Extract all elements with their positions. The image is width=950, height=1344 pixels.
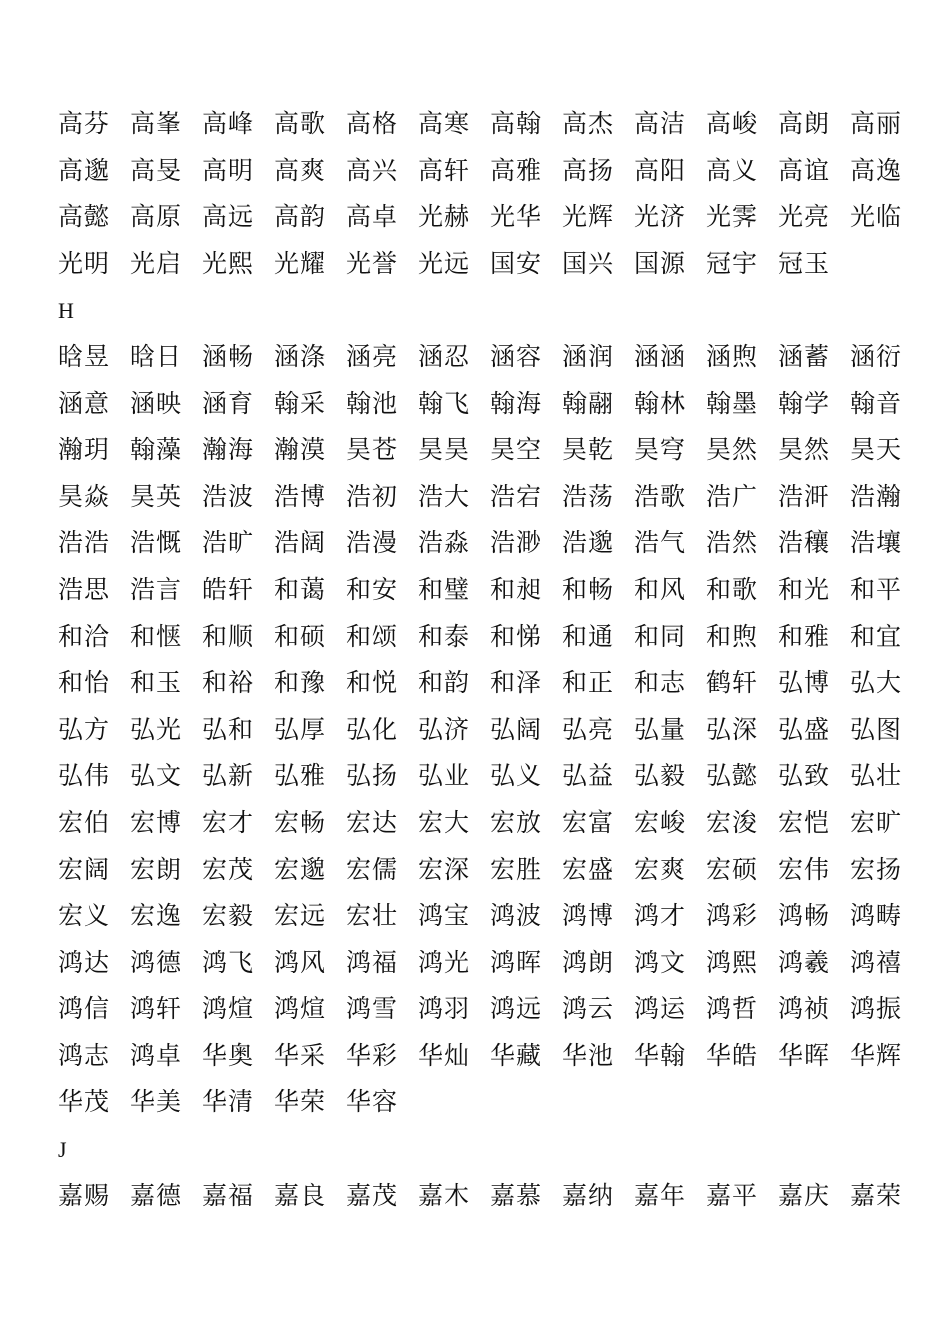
name-entry: 高义 bbox=[706, 155, 759, 185]
name-entry: 晗日 bbox=[130, 341, 183, 371]
name-row bbox=[58, 707, 938, 754]
name-entry: 宏阔 bbox=[58, 854, 111, 884]
name-row bbox=[58, 847, 938, 894]
name-entry: 鸿晖 bbox=[490, 947, 543, 977]
name-entry: 浩阔 bbox=[274, 528, 327, 558]
name-entry: 鸿祯 bbox=[778, 994, 831, 1024]
name-entry: 嘉荣 bbox=[850, 1180, 903, 1210]
name-row bbox=[58, 567, 938, 614]
name-entry: 高明 bbox=[202, 155, 255, 185]
name-entry: 鸿彩 bbox=[706, 901, 759, 931]
name-entry: 宏放 bbox=[490, 807, 543, 837]
name-entry: 弘壮 bbox=[850, 761, 903, 791]
section-letter: J bbox=[58, 1137, 67, 1163]
name-entry: 高兴 bbox=[346, 155, 399, 185]
name-entry: 翰林 bbox=[634, 388, 687, 418]
name-entry: 鸿志 bbox=[58, 1040, 111, 1070]
name-entry: 弘化 bbox=[346, 714, 399, 744]
name-entry: 宏恺 bbox=[778, 807, 831, 837]
name-entry: 宏峻 bbox=[634, 807, 687, 837]
name-entry: 光霁 bbox=[706, 202, 759, 232]
name-entry: 宏伯 bbox=[58, 807, 111, 837]
name-entry: 浩歌 bbox=[634, 481, 687, 511]
name-entry: 和硕 bbox=[274, 621, 327, 651]
name-row bbox=[58, 660, 938, 707]
name-entry: 鸿煊 bbox=[202, 994, 255, 1024]
name-entry: 冠宇 bbox=[706, 248, 759, 278]
name-entry: 浩然 bbox=[706, 528, 759, 558]
name-row bbox=[58, 1033, 938, 1080]
name-entry: 弘益 bbox=[562, 761, 615, 791]
name-entry: 鸿远 bbox=[490, 994, 543, 1024]
name-entry: 高峰 bbox=[202, 109, 255, 138]
name-entry: 鸿卓 bbox=[130, 1040, 183, 1070]
name-entry: 宏茂 bbox=[202, 854, 255, 884]
name-entry: 高寒 bbox=[418, 109, 471, 138]
name-entry: 高远 bbox=[202, 202, 255, 232]
name-entry: 高懿 bbox=[58, 202, 111, 232]
name-entry: 冠玉 bbox=[778, 248, 831, 278]
name-entry: 宏才 bbox=[202, 807, 255, 837]
name-entry: 鸿哲 bbox=[706, 994, 759, 1024]
name-entry: 高峯 bbox=[130, 109, 183, 138]
name-entry: 宏儒 bbox=[346, 854, 399, 884]
name-entry: 鸿羲 bbox=[778, 947, 831, 977]
name-entry: 高翰 bbox=[490, 109, 543, 138]
name-entry: 鸿文 bbox=[634, 947, 687, 977]
name-entry: 和畅 bbox=[562, 574, 615, 604]
name-entry: 昊焱 bbox=[58, 481, 111, 511]
name-entry: 涵涵 bbox=[634, 341, 687, 371]
name-entry: 鸿波 bbox=[490, 901, 543, 931]
name-row bbox=[58, 381, 938, 428]
name-entry: 鸿才 bbox=[634, 901, 687, 931]
name-entry: 光辉 bbox=[562, 202, 615, 232]
name-entry: 和光 bbox=[778, 574, 831, 604]
name-entry: 鸿羽 bbox=[418, 994, 471, 1024]
name-entry: 华美 bbox=[130, 1087, 183, 1117]
name-entry: 浩渺 bbox=[490, 528, 543, 558]
name-entry: 和志 bbox=[634, 668, 687, 698]
name-entry: 昊然 bbox=[778, 435, 831, 465]
name-entry: 鸿振 bbox=[850, 994, 903, 1024]
name-entry: 弘致 bbox=[778, 761, 831, 791]
name-entry: 涵意 bbox=[58, 388, 111, 418]
name-entry: 鸿德 bbox=[130, 947, 183, 977]
name-entry: 华荣 bbox=[274, 1087, 327, 1117]
name-entry: 昊然 bbox=[706, 435, 759, 465]
name-entry: 宏邈 bbox=[274, 854, 327, 884]
name-entry: 嘉赐 bbox=[58, 1180, 111, 1210]
name-row bbox=[58, 1173, 938, 1220]
name-entry: 浩博 bbox=[274, 481, 327, 511]
name-entry: 翰藻 bbox=[130, 435, 183, 465]
name-entry: 弘文 bbox=[130, 761, 183, 791]
name-entry: 鸿风 bbox=[274, 947, 327, 977]
name-entry: 昊乾 bbox=[562, 435, 615, 465]
name-row bbox=[58, 427, 938, 474]
name-entry: 宏逸 bbox=[130, 901, 183, 931]
name-entry: 宏富 bbox=[562, 807, 615, 837]
name-entry: 涵煦 bbox=[706, 341, 759, 371]
name-entry: 和蔼 bbox=[274, 574, 327, 604]
name-entry: 浩浩 bbox=[58, 528, 111, 558]
name-entry: 弘伟 bbox=[58, 761, 111, 791]
name-entry: 浩初 bbox=[346, 481, 399, 511]
name-entry: 涵忍 bbox=[418, 341, 471, 371]
name-entry: 昊英 bbox=[130, 481, 183, 511]
name-entry: 弘和 bbox=[202, 714, 255, 744]
name-entry: 华晖 bbox=[778, 1040, 831, 1070]
section-letter-heading bbox=[58, 1126, 938, 1173]
name-entry: 浩波 bbox=[202, 481, 255, 511]
name-entry: 国源 bbox=[634, 248, 687, 278]
name-entry: 翰采 bbox=[274, 388, 327, 418]
name-entry: 高爽 bbox=[274, 155, 327, 185]
name-entry: 涵映 bbox=[130, 388, 183, 418]
name-entry: 和豫 bbox=[274, 668, 327, 698]
name-entry: 华翰 bbox=[634, 1040, 687, 1070]
name-entry: 宏伟 bbox=[778, 854, 831, 884]
name-entry: 和颂 bbox=[346, 621, 399, 651]
name-entry: 高扬 bbox=[562, 155, 615, 185]
name-entry: 和安 bbox=[346, 574, 399, 604]
name-entry: 昊天 bbox=[850, 435, 903, 465]
name-entry: 高轩 bbox=[418, 155, 471, 185]
name-entry: 鸿光 bbox=[418, 947, 471, 977]
name-entry: 鸿熙 bbox=[706, 947, 759, 977]
name-entry: 宏深 bbox=[418, 854, 471, 884]
name-entry: 华灿 bbox=[418, 1040, 471, 1070]
name-entry: 华清 bbox=[202, 1087, 255, 1117]
name-entry: 华奥 bbox=[202, 1040, 255, 1070]
name-entry: 嘉纳 bbox=[562, 1180, 615, 1210]
name-entry: 鸿畅 bbox=[778, 901, 831, 931]
name-row bbox=[58, 893, 938, 940]
name-entry: 弘雅 bbox=[274, 761, 327, 791]
name-entry: 高雅 bbox=[490, 155, 543, 185]
name-entry: 浩思 bbox=[58, 574, 111, 604]
name-entry: 高阳 bbox=[634, 155, 687, 185]
name-entry: 鸿煊 bbox=[274, 994, 327, 1024]
name-entry: 宏朗 bbox=[130, 854, 183, 884]
name-entry: 国兴 bbox=[562, 248, 615, 278]
name-entry: 嘉平 bbox=[706, 1180, 759, 1210]
name-entry: 涵亮 bbox=[346, 341, 399, 371]
name-row bbox=[58, 614, 938, 661]
name-entry: 和洽 bbox=[58, 621, 111, 651]
name-entry: 和雅 bbox=[778, 621, 831, 651]
name-entry: 华池 bbox=[562, 1040, 615, 1070]
name-entry: 弘济 bbox=[418, 714, 471, 744]
name-entry: 鸿云 bbox=[562, 994, 615, 1024]
name-entry: 鸿达 bbox=[58, 947, 111, 977]
name-entry: 鸿飞 bbox=[202, 947, 255, 977]
name-entry: 昊穹 bbox=[634, 435, 687, 465]
name-entry: 瀚漠 bbox=[274, 435, 327, 465]
name-row bbox=[58, 334, 938, 381]
name-entry: 弘业 bbox=[418, 761, 471, 791]
name-entry: 嘉德 bbox=[130, 1180, 183, 1210]
name-entry: 华辉 bbox=[850, 1040, 903, 1070]
name-row bbox=[58, 241, 938, 288]
name-row bbox=[58, 800, 938, 847]
name-entry: 光华 bbox=[490, 202, 543, 232]
name-entry: 鸿轩 bbox=[130, 994, 183, 1024]
name-entry: 弘毅 bbox=[634, 761, 687, 791]
name-entry: 宏达 bbox=[346, 807, 399, 837]
name-row bbox=[58, 1079, 938, 1126]
name-entry: 高洁 bbox=[634, 109, 687, 138]
name-entry: 高谊 bbox=[778, 155, 831, 185]
name-entry: 翰翮 bbox=[562, 388, 615, 418]
name-entry: 嘉良 bbox=[274, 1180, 327, 1210]
name-entry: 宏远 bbox=[274, 901, 327, 931]
name-entry: 宏旷 bbox=[850, 807, 903, 837]
name-row bbox=[58, 474, 938, 521]
name-entry: 弘方 bbox=[58, 714, 111, 744]
name-entry: 鸿朗 bbox=[562, 947, 615, 977]
section-letter-heading bbox=[58, 287, 938, 334]
name-entry: 高旻 bbox=[130, 155, 183, 185]
name-entry: 浩瀚 bbox=[850, 481, 903, 511]
name-row bbox=[58, 753, 938, 800]
name-entry: 鸿宝 bbox=[418, 901, 471, 931]
name-entry: 光济 bbox=[634, 202, 687, 232]
name-entry: 和璧 bbox=[418, 574, 471, 604]
name-entry: 弘深 bbox=[706, 714, 759, 744]
name-entry: 鸿信 bbox=[58, 994, 111, 1024]
name-entry: 鸿运 bbox=[634, 994, 687, 1024]
name-entry: 高歌 bbox=[274, 109, 327, 138]
name-entry: 和悌 bbox=[490, 621, 543, 651]
name-row bbox=[58, 101, 938, 148]
name-entry: 浩大 bbox=[418, 481, 471, 511]
name-entry: 和同 bbox=[634, 621, 687, 651]
name-entry: 光赫 bbox=[418, 202, 471, 232]
name-entry: 和泰 bbox=[418, 621, 471, 651]
name-entry: 和玉 bbox=[130, 668, 183, 698]
name-entry: 高卓 bbox=[346, 202, 399, 232]
name-entry: 高原 bbox=[130, 202, 183, 232]
name-entry: 弘亮 bbox=[562, 714, 615, 744]
name-entry: 高朗 bbox=[778, 109, 831, 138]
name-entry: 宏胜 bbox=[490, 854, 543, 884]
name-entry: 嘉年 bbox=[634, 1180, 687, 1210]
name-entry: 高邈 bbox=[58, 155, 111, 185]
name-entry: 光耀 bbox=[274, 248, 327, 278]
section-letter: H bbox=[58, 298, 74, 324]
name-entry: 瀚海 bbox=[202, 435, 255, 465]
name-entry: 和悦 bbox=[346, 668, 399, 698]
name-entry: 和顺 bbox=[202, 621, 255, 651]
name-entry: 嘉慕 bbox=[490, 1180, 543, 1210]
name-entry: 和正 bbox=[562, 668, 615, 698]
name-entry: 宏博 bbox=[130, 807, 183, 837]
name-entry: 宏浚 bbox=[706, 807, 759, 837]
name-entry: 鸿雪 bbox=[346, 994, 399, 1024]
name-entry: 浩慨 bbox=[130, 528, 183, 558]
name-entry: 涵蓄 bbox=[778, 341, 831, 371]
name-entry: 浩宕 bbox=[490, 481, 543, 511]
name-entry: 和昶 bbox=[490, 574, 543, 604]
name-entry: 翰学 bbox=[778, 388, 831, 418]
name-entry: 宏大 bbox=[418, 807, 471, 837]
name-entry: 涵润 bbox=[562, 341, 615, 371]
name-entry: 鸿博 bbox=[562, 901, 615, 931]
name-entry: 浩邈 bbox=[562, 528, 615, 558]
name-entry: 鸿禧 bbox=[850, 947, 903, 977]
name-entry: 弘大 bbox=[850, 668, 903, 698]
name-entry: 嘉福 bbox=[202, 1180, 255, 1210]
name-row bbox=[58, 520, 938, 567]
name-entry: 华容 bbox=[346, 1087, 399, 1117]
name-entry: 国安 bbox=[490, 248, 543, 278]
name-row bbox=[58, 194, 938, 241]
name-entry: 高格 bbox=[346, 109, 399, 138]
name-entry: 华彩 bbox=[346, 1040, 399, 1070]
name-entry: 光熙 bbox=[202, 248, 255, 278]
name-entry: 和惬 bbox=[130, 621, 183, 651]
name-entry: 弘厚 bbox=[274, 714, 327, 744]
name-entry: 弘阔 bbox=[490, 714, 543, 744]
name-entry: 光誉 bbox=[346, 248, 399, 278]
name-entry: 涵容 bbox=[490, 341, 543, 371]
name-entry: 和韵 bbox=[418, 668, 471, 698]
name-entry: 鸿畴 bbox=[850, 901, 903, 931]
name-entry: 瀚玥 bbox=[58, 435, 111, 465]
name-entry: 华采 bbox=[274, 1040, 327, 1070]
name-entry: 弘光 bbox=[130, 714, 183, 744]
name-entry: 浩淼 bbox=[418, 528, 471, 558]
name-row bbox=[58, 148, 938, 195]
name-entry: 嘉茂 bbox=[346, 1180, 399, 1210]
name-entry: 浩穰 bbox=[778, 528, 831, 558]
name-entry: 弘量 bbox=[634, 714, 687, 744]
name-entry: 光启 bbox=[130, 248, 183, 278]
name-entry: 浩言 bbox=[130, 574, 183, 604]
name-entry: 宏硕 bbox=[706, 854, 759, 884]
name-entry: 翰池 bbox=[346, 388, 399, 418]
name-entry: 高峻 bbox=[706, 109, 759, 138]
name-row bbox=[58, 940, 938, 987]
name-entry: 高丽 bbox=[850, 109, 903, 138]
name-entry: 宏盛 bbox=[562, 854, 615, 884]
name-entry: 昊昊 bbox=[418, 435, 471, 465]
name-entry: 和裕 bbox=[202, 668, 255, 698]
name-entry: 高逸 bbox=[850, 155, 903, 185]
name-entry: 弘扬 bbox=[346, 761, 399, 791]
name-entry: 弘义 bbox=[490, 761, 543, 791]
name-entry: 高芬 bbox=[58, 109, 111, 138]
name-entry: 浩漫 bbox=[346, 528, 399, 558]
name-row bbox=[58, 986, 938, 1033]
name-entry: 浩旷 bbox=[202, 528, 255, 558]
name-entry: 高杰 bbox=[562, 109, 615, 138]
name-entry: 涵衍 bbox=[850, 341, 903, 371]
name-entry: 宏义 bbox=[58, 901, 111, 931]
name-entry: 涵育 bbox=[202, 388, 255, 418]
name-entry: 翰海 bbox=[490, 388, 543, 418]
name-entry: 光临 bbox=[850, 202, 903, 232]
name-entry: 翰飞 bbox=[418, 388, 471, 418]
name-entry: 弘懿 bbox=[706, 761, 759, 791]
name-list-document bbox=[58, 101, 938, 1219]
name-entry: 宏毅 bbox=[202, 901, 255, 931]
name-entry: 嘉木 bbox=[418, 1180, 471, 1210]
name-entry: 华藏 bbox=[490, 1040, 543, 1070]
name-entry: 和风 bbox=[634, 574, 687, 604]
name-entry: 浩广 bbox=[706, 481, 759, 511]
name-entry: 涵畅 bbox=[202, 341, 255, 371]
name-entry: 晗昱 bbox=[58, 341, 111, 371]
name-entry: 光亮 bbox=[778, 202, 831, 232]
name-entry: 宏壮 bbox=[346, 901, 399, 931]
name-entry: 弘图 bbox=[850, 714, 903, 744]
name-entry: 昊苍 bbox=[346, 435, 399, 465]
name-entry: 光明 bbox=[58, 248, 111, 278]
name-entry: 皓轩 bbox=[202, 574, 255, 604]
name-entry: 嘉庆 bbox=[778, 1180, 831, 1210]
name-entry: 高韵 bbox=[274, 202, 327, 232]
name-entry: 浩涆 bbox=[778, 481, 831, 511]
name-entry: 鹤轩 bbox=[706, 668, 759, 698]
name-entry: 和通 bbox=[562, 621, 615, 651]
name-entry: 弘盛 bbox=[778, 714, 831, 744]
name-entry: 宏扬 bbox=[850, 854, 903, 884]
name-entry: 浩气 bbox=[634, 528, 687, 558]
name-entry: 和煦 bbox=[706, 621, 759, 651]
name-entry: 弘新 bbox=[202, 761, 255, 791]
name-entry: 翰音 bbox=[850, 388, 903, 418]
name-entry: 涵涤 bbox=[274, 341, 327, 371]
name-entry: 和怡 bbox=[58, 668, 111, 698]
name-entry: 鸿福 bbox=[346, 947, 399, 977]
name-entry: 和平 bbox=[850, 574, 903, 604]
name-entry: 昊空 bbox=[490, 435, 543, 465]
name-entry: 翰墨 bbox=[706, 388, 759, 418]
name-entry: 宏畅 bbox=[274, 807, 327, 837]
name-entry: 华皓 bbox=[706, 1040, 759, 1070]
name-entry: 光远 bbox=[418, 248, 471, 278]
name-entry: 和泽 bbox=[490, 668, 543, 698]
name-entry: 宏爽 bbox=[634, 854, 687, 884]
name-entry: 浩壤 bbox=[850, 528, 903, 558]
name-entry: 华茂 bbox=[58, 1087, 111, 1117]
name-entry: 浩荡 bbox=[562, 481, 615, 511]
name-entry: 和歌 bbox=[706, 574, 759, 604]
name-entry: 和宜 bbox=[850, 621, 903, 651]
name-entry: 弘博 bbox=[778, 668, 831, 698]
